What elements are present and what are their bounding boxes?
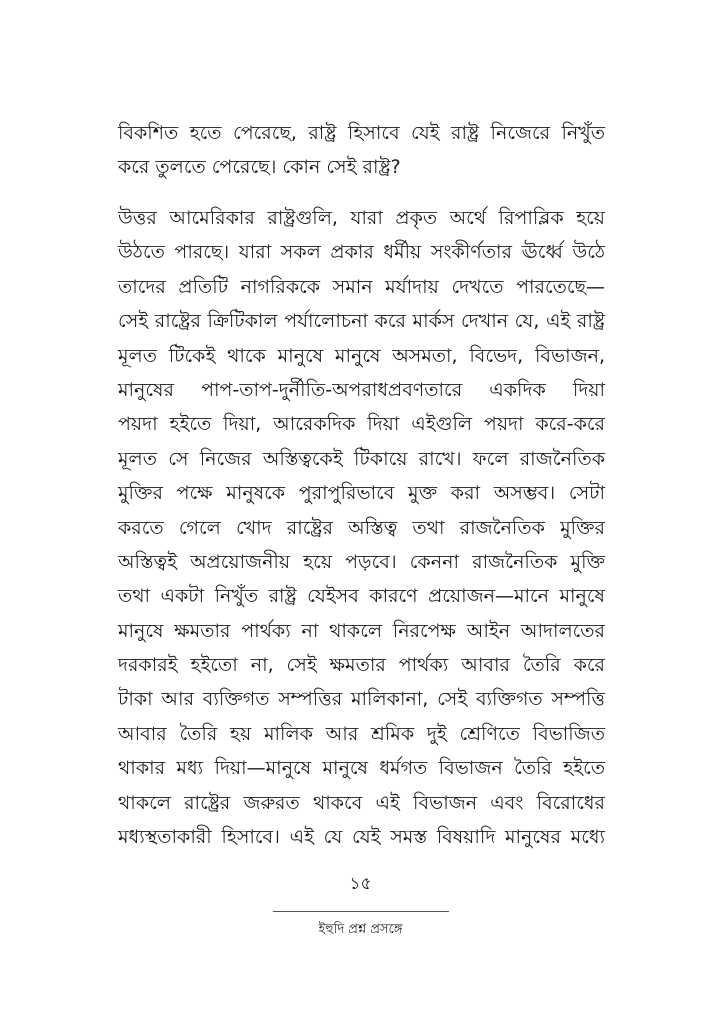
text-line: সেই রাষ্ট্রের ক্রিটিকাল পর্যালোচনা করে মার্কস দেখান যে, এই রাষ্ট্র xyxy=(118,310,605,333)
text-line: আবার তৈরি হয় মালিক আর শ্রমিক দুই শ্রেণিতে বিভাজিত xyxy=(118,722,605,745)
text-line: করে তুলতে পেরেছে। কোন সেই রাষ্ট্র? xyxy=(118,156,401,179)
text-line: মধ্যস্থতাকারী হিসাবে। এই যে যেই সমস্ত বিষয়াদি মানুষের মধ্যে xyxy=(118,826,605,849)
text-line: উত্তর আমেরিকার রাষ্ট্রগুলি, যারা প্রকৃত অর্থে রিপাব্লিক হয়ে xyxy=(118,207,605,229)
text-line: টাকা আর ব্যক্তিগত সম্পত্তির মালিকানা, সেই ব্যক্তিগত সম্পত্তি xyxy=(118,688,605,711)
paragraph-2 xyxy=(118,201,605,854)
text-line: উঠতে পারছে। যারা সকল প্রকার ধর্মীয় সংকীর্ণতার ঊর্ধ্বে উঠে xyxy=(118,241,605,264)
text-line: মূলত সে নিজের অস্তিত্বকেই টিকায়ে রাখে। ফলে রাজনৈতিক xyxy=(118,447,605,470)
running-footer-title: ইহুদি প্রশ্ন প্রসঙ্গে xyxy=(318,922,403,937)
text-line: করতে গেলে খোদ রাষ্ট্রের অস্তিত্ব তথা রাজনৈতিক মুক্তির xyxy=(118,516,605,539)
page-number: ১৫ xyxy=(349,874,372,894)
text-line: অস্তিত্বই অপ্রয়োজনীয় হয়ে পড়বে। কেননা রাজনৈতিক মুক্তি xyxy=(118,550,605,573)
text-line: বিকশিত হতে পেরেছে, রাষ্ট্র হিসাবে যেই রাষ্ট্র নিজেরে নিখুঁত xyxy=(118,122,605,144)
text-line: তাদের প্রতিটি নাগরিককে সমান মর্যাদায় দেখতে পারতেছে— xyxy=(118,275,605,298)
text-line: মানুষে ক্ষমতার পার্থক্য না থাকলে নিরপেক্ষ আইন আদালতের xyxy=(118,619,605,642)
text-line: তথা একটা নিখুঁত রাষ্ট্র যেইসব কারণে প্রয়োজন—মানে মানুষে xyxy=(118,585,605,608)
text-line: দরকারই হইতো না, সেই ক্ষমতার পার্থক্য আবার তৈরি করে xyxy=(118,654,605,677)
text-line: মানুষের পাপ-তাপ-দুর্নীতি-অপরাধপ্রবণতারে একদিক দিয়া xyxy=(118,378,605,401)
text-line: পয়দা হইতে দিয়া, আরেকদিক দিয়া এইগুলি পয়দা করে-করে xyxy=(118,413,605,436)
footer-divider xyxy=(273,911,449,912)
paragraph-1 xyxy=(118,116,605,185)
text-line: থাকলে রাষ্ট্রের জরুরত থাকবে এই বিভাজন এবং বিরোধের xyxy=(118,791,605,814)
text-line: থাকার মধ্য দিয়া—মানুষে মানুষে ধর্মগত বিভাজন তৈরি হইতে xyxy=(118,757,605,780)
text-line: মুক্তির পক্ষে মানুষকে পুরাপুরিভাবে মুক্ত করা অসম্ভব। সেটা xyxy=(118,482,605,505)
text-line: মূলত টিকেই থাকে মানুষে মানুষে অসমতা, বিভেদ, বিভাজন, xyxy=(118,344,605,367)
